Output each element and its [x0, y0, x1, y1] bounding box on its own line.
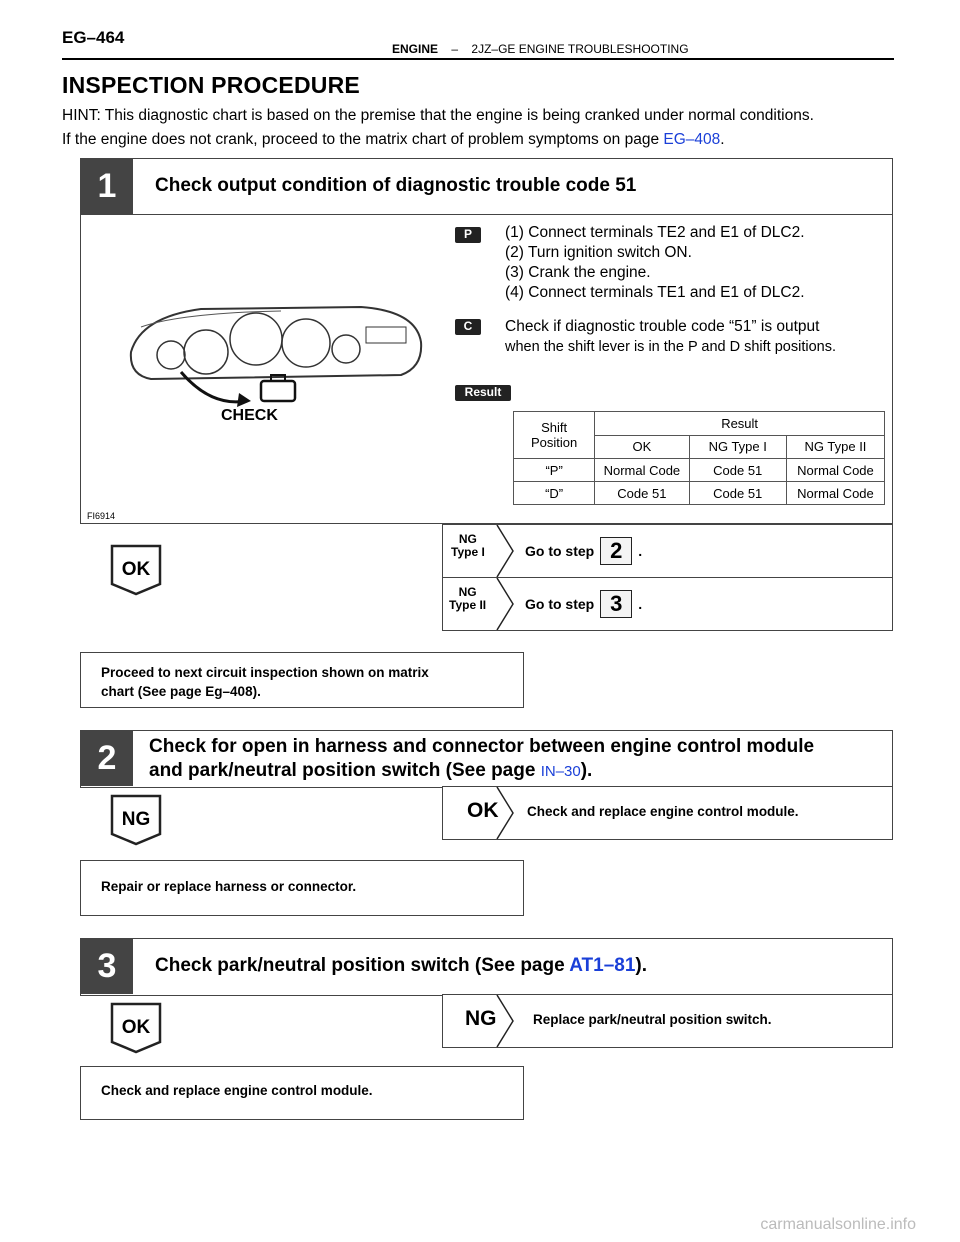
check-line-1: Check if diagnostic trouble code “51” is output: [505, 318, 820, 335]
col-ok: OK: [595, 435, 689, 459]
step3-ok-action-box: [80, 1066, 524, 1120]
chevron-right-icon: [495, 995, 515, 1047]
header-rule: [62, 58, 894, 60]
check-instruction: [505, 317, 836, 357]
col-ng-type-2: NG Type II: [786, 435, 884, 459]
ok-action-line-1: Proceed to next circuit inspection shown on matrix: [101, 665, 429, 680]
shift-label: Shift: [541, 420, 568, 435]
step1-header-box: [80, 158, 893, 216]
step3-page-link[interactable]: AT1–81: [569, 955, 636, 976]
step1-body-box: [80, 214, 893, 524]
shift-position-header: [514, 412, 595, 459]
chevron-right-icon: [495, 787, 515, 839]
step3-number: 3: [81, 939, 133, 994]
step2-title-end: ).: [580, 760, 593, 781]
hint-line-2-end: .: [720, 131, 725, 148]
step1-number: 1: [81, 159, 133, 214]
ng-type2-branch-box: [442, 577, 893, 631]
header-section: ENGINE: [392, 42, 439, 56]
instrument-cluster-icon: [121, 297, 441, 427]
cell-p-ng1: Code 51: [689, 459, 786, 482]
col-ng-type-1: NG Type I: [689, 435, 786, 459]
cell-d-ng1: Code 51: [689, 482, 786, 505]
step2-ng-action: Repair or replace harness or connector.: [101, 879, 357, 894]
goto-step-2[interactable]: [525, 537, 642, 565]
hint-line-1: HINT: This diagnostic chart is based on the premise that the engine is being cranked under normal conditions.: [62, 107, 814, 124]
check-lamp-label: CHECK: [221, 407, 278, 424]
cell-d-ok: Code 51: [595, 482, 689, 505]
ng1-text: NG: [458, 532, 477, 546]
step3-ok-label: OK: [121, 1017, 151, 1038]
check-tag-c: C: [455, 319, 481, 335]
step3-ok-action: Check and replace engine control module.: [101, 1083, 373, 1098]
goto-step-3-box: 3: [600, 590, 632, 618]
cell-p-ok: Normal Code: [595, 459, 689, 482]
row-d-label: “D”: [514, 482, 595, 505]
table-row: [514, 459, 885, 482]
position-label: Position: [531, 435, 578, 450]
goto-step-2-box: 2: [600, 537, 632, 565]
goto-text: Go to step: [525, 543, 595, 559]
step3-ng-branch-box: [442, 994, 893, 1048]
step3-ng-label: NG: [465, 1007, 497, 1030]
step2-title: [149, 735, 814, 784]
ng2-text: NG: [458, 585, 477, 599]
step2-title-line-2: [149, 759, 814, 784]
type1-text: Type I: [451, 545, 485, 559]
check-line-2: when the shift lever is in the P and D shift positions.: [505, 339, 836, 355]
step2-header-box: [80, 730, 893, 788]
page-number: EG–464: [62, 28, 125, 47]
ng-type1-branch-box: [442, 524, 893, 578]
ok-action-line-2: chart (See page Eg–408).: [101, 684, 261, 699]
step3-title-text: Check park/neutral position switch (See page: [155, 955, 570, 976]
step2-ok-action: Check and replace engine control module.: [527, 804, 799, 819]
step2-ng-action-box: [80, 860, 524, 916]
step2-ng-symbol: [110, 794, 162, 846]
ng-type2-label: [449, 586, 486, 612]
combination-meter-illustration: [121, 297, 441, 427]
ng-type1-label: [451, 533, 485, 559]
procedure-tag-p: P: [455, 227, 481, 243]
step3-title-end: ).: [635, 955, 648, 976]
hint-line-2-text: If the engine does not crank, proceed to the matrix chart of problem symptoms on page: [62, 131, 664, 148]
result-header: Result: [595, 412, 885, 436]
hint-paragraph: [62, 104, 912, 152]
procedure-list: [505, 223, 805, 303]
chevron-right-icon: [495, 578, 515, 630]
step1-ok-action-box: [80, 652, 524, 708]
hint-line-2: [62, 128, 912, 152]
type2-text: Type II: [449, 598, 487, 612]
step3-ok-symbol: [110, 1002, 162, 1054]
result-table: [513, 411, 885, 505]
goto-dot: .: [638, 596, 643, 612]
running-header: [392, 42, 689, 56]
header-subsection: 2JZ–GE ENGINE TROUBLESHOOTING: [471, 42, 689, 56]
result-tag: Result: [455, 385, 511, 401]
step1-ok-action: [101, 663, 429, 701]
step2-title-line-1: Check for open in harness and connector between engine control module: [149, 736, 815, 757]
step3-ng-action: Replace park/neutral position switch.: [533, 1012, 772, 1027]
step2-page-link[interactable]: IN–30: [540, 763, 581, 780]
row-p-label: “P”: [514, 459, 595, 482]
step2-number: 2: [81, 731, 133, 786]
procedure-step-4: (4) Connect terminals TE1 and E1 of DLC2.: [505, 284, 805, 301]
watermark: carmanualsonline.info: [760, 1216, 916, 1233]
step2-ok-branch-box: [442, 786, 893, 840]
step2-ng-label: NG: [121, 809, 151, 830]
figure-id: FI6914: [87, 511, 116, 521]
header-dash: –: [451, 42, 459, 56]
table-row: [514, 482, 885, 505]
step3-title: [155, 955, 647, 977]
goto-text: Go to step: [525, 596, 595, 612]
cell-p-ng2: Normal Code: [786, 459, 884, 482]
step1-title: Check output condition of diagnostic trouble code 51: [155, 175, 637, 196]
step2-title-text: and park/neutral position switch (See page: [149, 760, 541, 781]
step2-ok-label: OK: [467, 799, 499, 822]
procedure-step-1: (1) Connect terminals TE2 and E1 of DLC2.: [505, 224, 805, 241]
cell-d-ng2: Normal Code: [786, 482, 884, 505]
step3-header-box: [80, 938, 893, 996]
hint-page-link[interactable]: EG–408: [663, 131, 721, 148]
goto-dot: .: [638, 543, 643, 559]
page-title: INSPECTION PROCEDURE: [62, 72, 360, 98]
procedure-step-3: (3) Crank the engine.: [505, 264, 651, 281]
goto-step-3[interactable]: [525, 590, 642, 618]
procedure-step-2: (2) Turn ignition switch ON.: [505, 244, 692, 261]
step1-ok-label: OK: [121, 559, 151, 580]
chevron-right-icon: [495, 525, 515, 577]
step1-ok-symbol: [110, 544, 162, 596]
